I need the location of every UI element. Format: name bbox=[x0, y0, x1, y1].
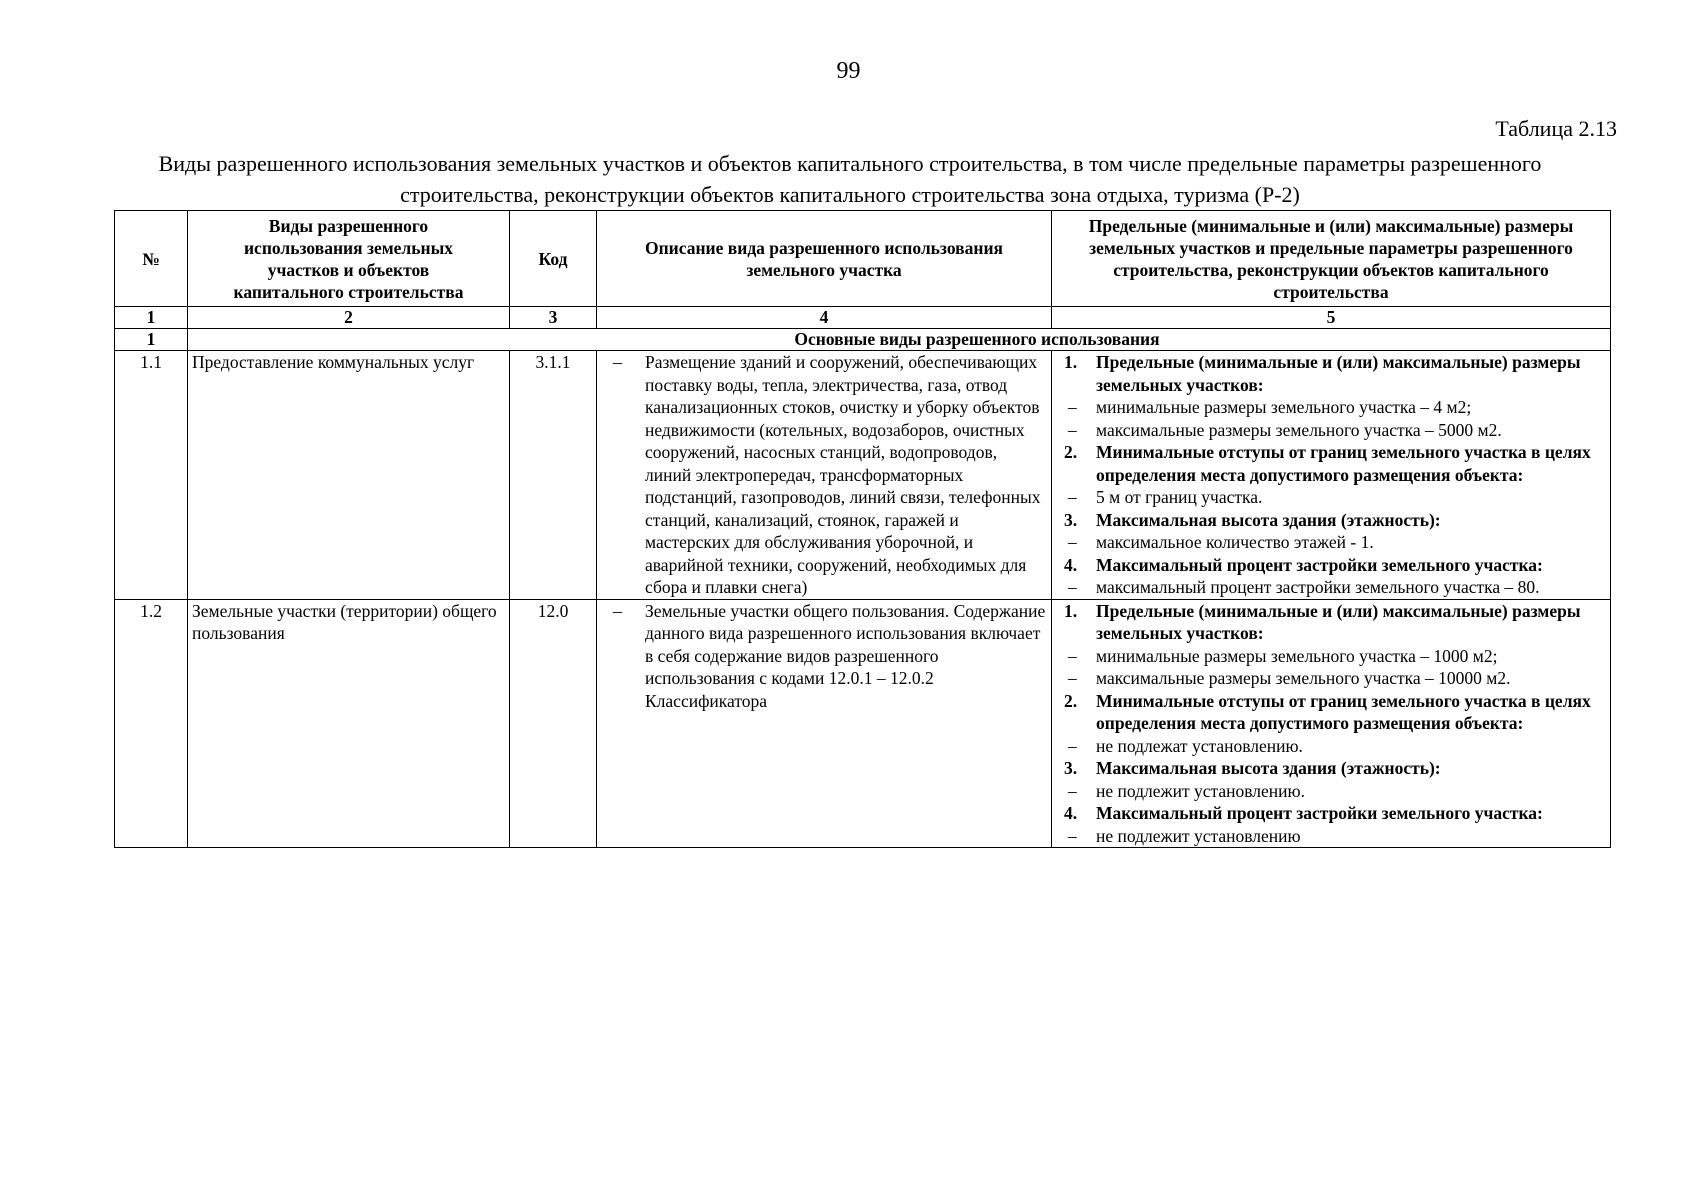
param-item-text: максимальные размеры земельного участка – 5000 м2. bbox=[1096, 419, 1502, 440]
dash-bullet: – bbox=[1068, 645, 1077, 666]
param-title: Предельные (минимальные и (или) максимальные) размеры земельных участков: bbox=[1096, 352, 1581, 395]
dash-bullet: – bbox=[613, 352, 622, 372]
column-number: 5 bbox=[1052, 307, 1611, 329]
param-number: 2. bbox=[1064, 690, 1078, 711]
param-heading bbox=[1056, 509, 1606, 532]
param-block bbox=[1056, 554, 1606, 599]
param-block bbox=[1056, 600, 1606, 690]
param-item bbox=[1056, 531, 1606, 554]
dash-bullet: – bbox=[1068, 735, 1077, 756]
param-heading bbox=[1056, 802, 1606, 825]
header-num: № bbox=[115, 211, 188, 307]
param-number: 3. bbox=[1064, 509, 1078, 530]
param-item-text: максимальный процент застройки земельного участка – 80. bbox=[1096, 577, 1540, 597]
param-block bbox=[1056, 351, 1606, 441]
dash-bullet: – bbox=[1068, 577, 1077, 597]
row-use-type: Предоставление коммунальных услуг bbox=[188, 351, 510, 600]
dash-bullet: – bbox=[1068, 780, 1077, 801]
param-number: 4. bbox=[1064, 554, 1078, 575]
dash-bullet: – bbox=[1068, 668, 1077, 688]
param-item bbox=[1056, 780, 1606, 803]
param-heading bbox=[1056, 757, 1606, 780]
table-title: Виды разрешенного использования земельных участков и объектов капитального строительства, в том числе предельные параметры разрешенного строительства, реконструкции объектов капитального строительства зона отдыха, туризма (Р-2) bbox=[158, 151, 1542, 207]
param-item bbox=[1056, 735, 1606, 758]
page-number: 99 bbox=[836, 58, 861, 84]
row-description: Земельные участки общего пользования. Содержание данного вида разрешенного использования включает в себя содержание видов разрешенного использования с кодами 12.0.1 – 12.0.2 Классификатора bbox=[645, 600, 1046, 711]
row-description: Размещение зданий и сооружений, обеспечивающих поставку воды, тепла, электричества, газа, отвод канализационных стоков, очистку и уборку объектов недвижимости (котельных, водозаборов, очистных сооружений, насосных станций, водопроводов, линий электропередач, трансформаторных подстанций, газопроводов, линий связи, телефонных станций, канализаций, стоянок, гаражей и мастерских для обслуживания уборочной, и аварийной техники, сооружений, необходимых для сбора и плавки снега) bbox=[645, 352, 1041, 597]
column-number: 1 bbox=[115, 307, 188, 329]
row-params-cell bbox=[1052, 599, 1611, 848]
header-row bbox=[115, 211, 1611, 307]
param-title: Максимальная высота здания (этажность): bbox=[1096, 758, 1441, 778]
param-item-text: не подлежат установлению. bbox=[1096, 735, 1303, 756]
param-block bbox=[1056, 441, 1606, 509]
param-title: Максимальный процент застройки земельного участка: bbox=[1096, 803, 1543, 823]
param-item-text: минимальные размеры земельного участка – 1000 м2; bbox=[1096, 645, 1498, 666]
header-name: Виды разрешенного использования земельных участков и объектов капитального строительства bbox=[188, 211, 510, 307]
row-description-cell bbox=[597, 599, 1052, 848]
param-item bbox=[1056, 419, 1606, 442]
param-item-text: минимальные размеры земельного участка – 4 м2; bbox=[1096, 397, 1472, 417]
param-title: Минимальные отступы от границ земельного участка в целях определения места допустимого размещения объекта: bbox=[1096, 442, 1591, 485]
param-heading bbox=[1056, 441, 1606, 486]
section-number: 1 bbox=[115, 329, 188, 351]
param-item bbox=[1056, 486, 1606, 509]
param-item-text: 5 м от границ участка. bbox=[1096, 487, 1263, 507]
param-item bbox=[1056, 396, 1606, 419]
dash-bullet: – bbox=[1068, 419, 1077, 440]
param-item-text: не подлежит установлению. bbox=[1096, 780, 1305, 801]
table-label: Таблица 2.13 bbox=[1495, 116, 1617, 141]
param-title: Максимальная высота здания (этажность): bbox=[1096, 509, 1441, 530]
column-number-row bbox=[115, 307, 1611, 329]
header-description: Описание вида разрешенного использования земельного участка bbox=[597, 211, 1052, 307]
row-code: 3.1.1 bbox=[510, 351, 597, 600]
table-row bbox=[115, 351, 1611, 600]
row-params-cell bbox=[1052, 351, 1611, 600]
param-item-text: не подлежит установлению bbox=[1096, 825, 1301, 846]
param-heading bbox=[1056, 690, 1606, 735]
header-code: Код bbox=[510, 211, 597, 307]
param-item bbox=[1056, 645, 1606, 668]
header-params: Предельные (минимальные и (или) максимальные) размеры земельных участков и предельные параметры разрешенного строительства, реконструкции объектов капитального строительства bbox=[1052, 211, 1611, 307]
param-title: Предельные (минимальные и (или) максимальные) размеры земельных участков: bbox=[1096, 600, 1581, 643]
param-item-text: максимальное количество этажей - 1. bbox=[1096, 532, 1374, 552]
param-number: 3. bbox=[1064, 758, 1078, 778]
row-code: 12.0 bbox=[510, 599, 597, 848]
param-item bbox=[1056, 576, 1606, 599]
dash-bullet: – bbox=[1068, 397, 1077, 417]
column-number: 2 bbox=[188, 307, 510, 329]
param-number: 2. bbox=[1064, 442, 1078, 462]
zoning-table bbox=[114, 210, 1611, 848]
row-description-item bbox=[601, 600, 1047, 713]
param-item bbox=[1056, 667, 1606, 690]
param-heading bbox=[1056, 600, 1606, 645]
row-number: 1.1 bbox=[115, 351, 188, 600]
row-use-type: Земельные участки (территории) общего пользования bbox=[188, 599, 510, 848]
row-description-item bbox=[601, 351, 1047, 599]
section-row bbox=[115, 329, 1611, 351]
param-item-text: максимальные размеры земельного участка – 10000 м2. bbox=[1096, 668, 1511, 688]
dash-bullet: – bbox=[1068, 532, 1077, 552]
param-block bbox=[1056, 509, 1606, 554]
param-item bbox=[1056, 825, 1606, 848]
param-number: 1. bbox=[1064, 600, 1078, 621]
dash-bullet: – bbox=[1068, 825, 1077, 846]
row-number: 1.2 bbox=[115, 599, 188, 848]
param-block bbox=[1056, 690, 1606, 758]
table-row bbox=[115, 599, 1611, 848]
param-block bbox=[1056, 802, 1606, 847]
param-number: 1. bbox=[1064, 352, 1078, 372]
table-body bbox=[115, 351, 1611, 848]
column-number: 4 bbox=[597, 307, 1052, 329]
row-description-cell bbox=[597, 351, 1052, 600]
param-heading bbox=[1056, 554, 1606, 577]
param-title: Максимальный процент застройки земельного участка: bbox=[1096, 554, 1543, 575]
param-title: Минимальные отступы от границ земельного участка в целях определения места допустимого размещения объекта: bbox=[1096, 690, 1591, 733]
param-number: 4. bbox=[1064, 803, 1078, 823]
section-title: Основные виды разрешенного использования bbox=[188, 329, 1611, 351]
dash-bullet: – bbox=[613, 600, 622, 621]
column-number: 3 bbox=[510, 307, 597, 329]
dash-bullet: – bbox=[1068, 487, 1077, 507]
param-heading bbox=[1056, 351, 1606, 396]
param-block bbox=[1056, 757, 1606, 802]
